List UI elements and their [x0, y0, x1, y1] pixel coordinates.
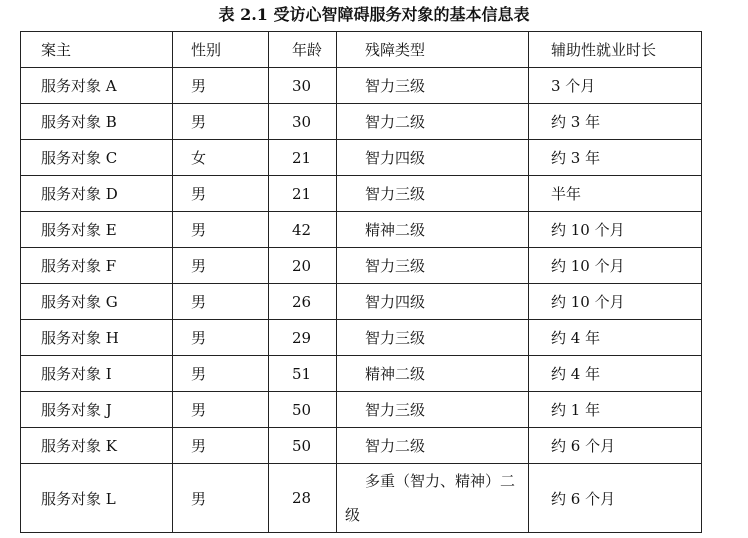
cell-disability-type: 智力二级	[337, 104, 529, 140]
cell-disability-type: 智力三级	[337, 248, 529, 284]
cell-employment-duration: 约 4 年	[529, 356, 702, 392]
cell-disability-type: 智力二级	[337, 428, 529, 464]
table-row	[21, 464, 702, 533]
cell-disability-type: 智力四级	[337, 284, 529, 320]
cell-gender: 女	[173, 140, 269, 176]
cell-gender: 男	[173, 212, 269, 248]
cell-employment-duration: 约 10 个月	[529, 212, 702, 248]
table-row	[21, 212, 702, 248]
cell-age: 51	[269, 356, 337, 392]
cell-employment-duration: 约 6 个月	[529, 464, 702, 533]
table-row	[21, 284, 702, 320]
cell-case-subject: 服务对象 J	[21, 392, 173, 428]
table-header-row	[21, 32, 702, 68]
table-row	[21, 176, 702, 212]
cell-gender: 男	[173, 284, 269, 320]
cell-age: 28	[269, 464, 337, 533]
cell-case-subject: 服务对象 H	[21, 320, 173, 356]
cell-case-subject: 服务对象 L	[21, 464, 173, 533]
cell-age: 30	[269, 68, 337, 104]
cell-age: 50	[269, 392, 337, 428]
cell-gender: 男	[173, 68, 269, 104]
header-employment-duration: 辅助性就业时长	[529, 32, 702, 68]
cell-case-subject: 服务对象 B	[21, 104, 173, 140]
cell-disability-type: 智力三级	[337, 392, 529, 428]
cell-case-subject: 服务对象 F	[21, 248, 173, 284]
cell-gender: 男	[173, 104, 269, 140]
cell-age: 21	[269, 140, 337, 176]
header-age: 年龄	[269, 32, 337, 68]
cell-disability-type: 多重（智力、精神）二级	[337, 464, 529, 533]
cell-employment-duration: 3 个月	[529, 68, 702, 104]
cell-age: 42	[269, 212, 337, 248]
table-row	[21, 428, 702, 464]
cell-age: 30	[269, 104, 337, 140]
header-gender: 性别	[173, 32, 269, 68]
cell-disability-type: 智力三级	[337, 176, 529, 212]
cell-gender: 男	[173, 428, 269, 464]
cell-employment-duration: 约 1 年	[529, 392, 702, 428]
table-row	[21, 392, 702, 428]
cell-gender: 男	[173, 320, 269, 356]
table-row	[21, 140, 702, 176]
table-row	[21, 68, 702, 104]
cell-age: 26	[269, 284, 337, 320]
table-caption: 表 2.1 受访心智障碍服务对象的基本信息表	[218, 5, 530, 24]
cell-age: 29	[269, 320, 337, 356]
cell-age: 50	[269, 428, 337, 464]
cell-employment-duration: 约 6 个月	[529, 428, 702, 464]
cell-employment-duration: 半年	[529, 176, 702, 212]
cell-case-subject: 服务对象 E	[21, 212, 173, 248]
cell-employment-duration: 约 10 个月	[529, 248, 702, 284]
cell-disability-type: 智力四级	[337, 140, 529, 176]
cell-employment-duration: 约 3 年	[529, 104, 702, 140]
cell-employment-duration: 约 10 个月	[529, 284, 702, 320]
cell-age: 20	[269, 248, 337, 284]
cell-case-subject: 服务对象 K	[21, 428, 173, 464]
cell-gender: 男	[173, 356, 269, 392]
cell-case-subject: 服务对象 C	[21, 140, 173, 176]
header-case-subject: 案主	[21, 32, 173, 68]
cell-gender: 男	[173, 176, 269, 212]
cell-employment-duration: 约 4 年	[529, 320, 702, 356]
table-row	[21, 104, 702, 140]
cell-case-subject: 服务对象 D	[21, 176, 173, 212]
client-info-table	[20, 31, 702, 533]
cell-gender: 男	[173, 464, 269, 533]
table-row	[21, 356, 702, 392]
cell-disability-type: 智力三级	[337, 320, 529, 356]
header-disability-type: 残障类型	[337, 32, 529, 68]
cell-case-subject: 服务对象 I	[21, 356, 173, 392]
cell-case-subject: 服务对象 A	[21, 68, 173, 104]
table-row	[21, 320, 702, 356]
cell-age: 21	[269, 176, 337, 212]
table-row	[21, 248, 702, 284]
cell-disability-type: 精神二级	[337, 356, 529, 392]
cell-disability-type: 智力三级	[337, 68, 529, 104]
cell-gender: 男	[173, 248, 269, 284]
cell-case-subject: 服务对象 G	[21, 284, 173, 320]
cell-disability-type: 精神二级	[337, 212, 529, 248]
cell-employment-duration: 约 3 年	[529, 140, 702, 176]
cell-gender: 男	[173, 392, 269, 428]
